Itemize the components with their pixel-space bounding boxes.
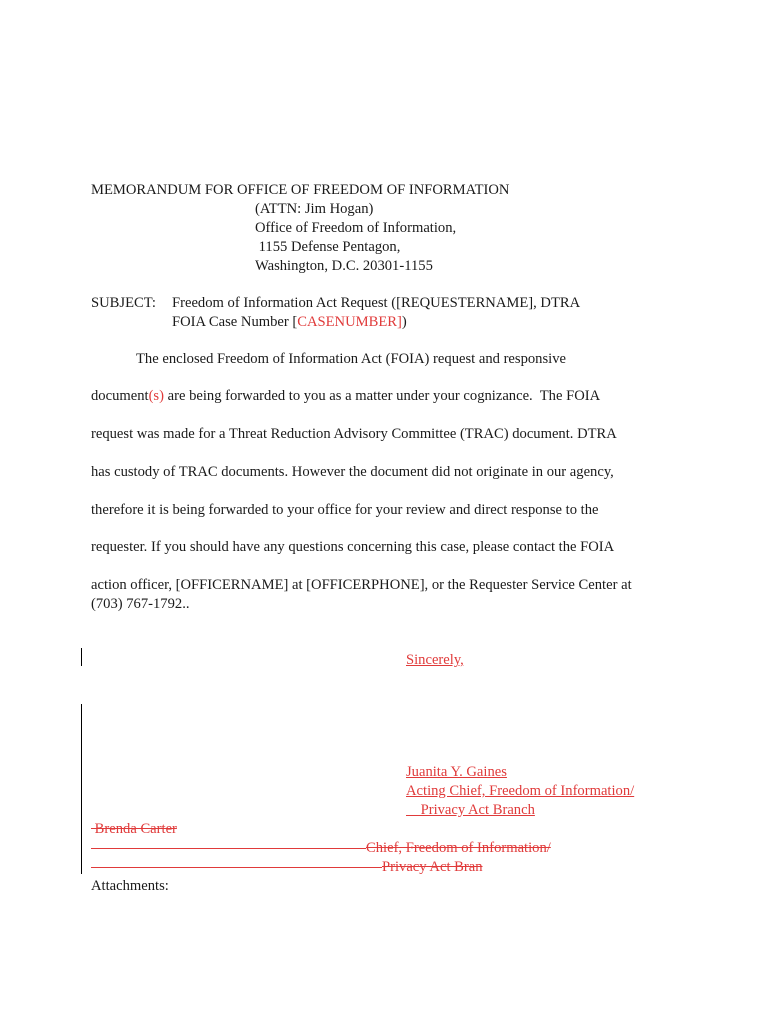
signer-name: Juanita Y. Gaines — [406, 764, 507, 780]
closing-sincerely: Sincerely, — [406, 652, 464, 668]
address-line: 1155 Defense Pentagon, — [255, 239, 401, 255]
deleted-tab-strike — [91, 848, 366, 849]
deleted-signer-name: Brenda Carter — [91, 821, 177, 837]
body-line: The enclosed Freedom of Information Act (FOIA) request and responsive — [136, 351, 566, 367]
body-line: (703) 767-1792.. — [91, 596, 190, 612]
address-line: Office of Freedom of Information, — [255, 220, 457, 236]
memo-heading: MEMORANDUM FOR OFFICE OF FREEDOM OF INFORMATION — [91, 182, 510, 198]
subject-line: FOIA Case Number [CASENUMBER]) — [172, 314, 407, 330]
attn-line: (ATTN: Jim Hogan) — [255, 201, 374, 217]
deleted-signer-title: Chief, Freedom of Information/ — [366, 840, 551, 856]
deleted-tab-strike — [91, 867, 382, 868]
signer-title: Privacy Act Branch — [406, 802, 535, 818]
attachments-label: Attachments: — [91, 878, 169, 894]
body-line: action officer, [OFFICERNAME] at [OFFICERPHONE], or the Requester Service Center at — [91, 577, 632, 593]
case-number-field: CASENUMBER] — [297, 314, 402, 330]
body-line: request was made for a Threat Reduction Advisory Committee (TRAC) document. DTRA — [91, 426, 617, 442]
subject-label: SUBJECT: — [91, 295, 156, 311]
subject-line: Freedom of Information Act Request ([REQUESTERNAME], DTRA — [172, 295, 581, 311]
address-line: Washington, D.C. 20301-1155 — [255, 258, 433, 274]
body-line: requester. If you should have any questions concerning this case, please contact the FOIA — [91, 539, 615, 555]
signer-title: Acting Chief, Freedom of Information/ — [406, 783, 635, 799]
body-line: therefore it is being forwarded to your office for your review and direct response to the — [91, 502, 599, 518]
change-bar — [81, 648, 82, 666]
deleted-signer-title: Privacy Act Bran — [382, 859, 483, 875]
change-bar — [81, 704, 82, 874]
inserted-text: (s) — [148, 388, 164, 404]
body-line: has custody of TRAC documents. However the document did not originate in our agency, — [91, 464, 614, 480]
body-line: document(s) are being forwarded to you as a matter under your cognizance. The FOIA — [91, 388, 601, 404]
